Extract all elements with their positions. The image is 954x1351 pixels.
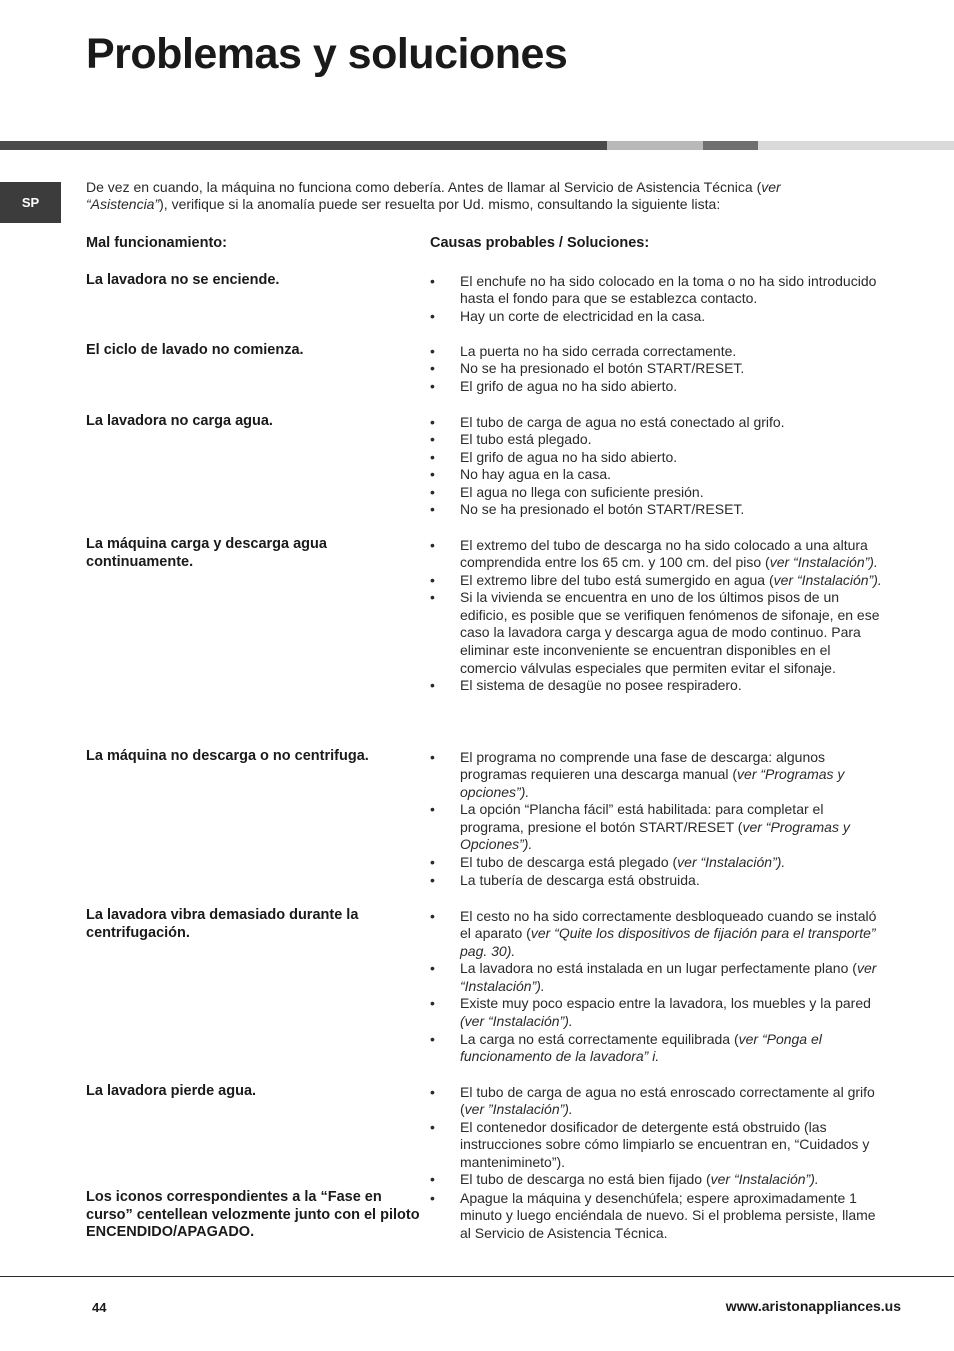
cause-text: El enchufe no ha sido colocado en la toma o no ha sido introducido hasta el fondo para que se establezca contacto. bbox=[460, 272, 877, 307]
cause-item bbox=[430, 1171, 890, 1189]
cause-item bbox=[430, 360, 890, 378]
problem-label: El ciclo de lavado no comienza. bbox=[86, 342, 304, 358]
causes-list bbox=[430, 908, 890, 1066]
cause-text: La lavadora no está instalada en un lugar perfectamente plano ( bbox=[460, 960, 857, 977]
intro-text-b: ), verifique si la anomalía puede ser resuelta por Ud. mismo, consultando la siguiente lista: bbox=[159, 196, 721, 212]
cause-item bbox=[430, 801, 890, 854]
causes-list bbox=[430, 343, 890, 396]
cause-text: Apague la máquina y desenchúfela; espere aproximadamente 1 minuto y luego enciéndala de nuevo. Si el problema persiste, llame al Servicio de Asistencia Técnica. bbox=[460, 1189, 876, 1241]
column-header-problem: Mal funcionamiento: bbox=[86, 235, 227, 251]
intro-paragraph bbox=[86, 179, 866, 213]
cause-reference: ver “Instalación”). bbox=[677, 854, 786, 871]
cause-reference: ver “Quite los dispositivos de fijación para el transporte” pag. 30). bbox=[460, 925, 876, 959]
header-bar-mid bbox=[703, 141, 758, 150]
problem-label: La lavadora no carga agua. bbox=[86, 413, 273, 429]
cause-text: No se ha presionado el botón START/RESET. bbox=[460, 501, 745, 518]
problem-label: Los iconos correspondientes a la “Fase en curso” centellean velozmente junto con el piloto ENCENDIDO/APAGADO. bbox=[86, 1189, 420, 1240]
header-bar-light bbox=[607, 141, 703, 150]
cause-item bbox=[430, 466, 890, 484]
cause-text: El programa no comprende una fase de descarga: algunos programas requieren una descarga manual ( bbox=[460, 748, 826, 783]
cause-text: El sistema de desagüe no posee respiradero. bbox=[460, 677, 742, 694]
causes-list bbox=[430, 1190, 890, 1243]
cause-text: El grifo de agua no ha sido abierto. bbox=[460, 377, 678, 394]
cause-item bbox=[430, 908, 890, 961]
cause-text: Existe muy poco espacio entre la lavadora, los muebles y la pared bbox=[460, 995, 871, 1012]
cause-reference: ver “Instalación”). bbox=[773, 571, 882, 588]
causes-list bbox=[430, 749, 890, 890]
cause-item bbox=[430, 677, 890, 695]
cause-item bbox=[430, 414, 890, 432]
cause-reference: ver “Instalación”). bbox=[460, 960, 877, 994]
cause-reference: ver “Programas y Opciones”). bbox=[460, 818, 850, 853]
cause-text: El agua no llega con suficiente presión. bbox=[460, 483, 704, 500]
cause-text: El tubo de descarga no está bien fijado ( bbox=[460, 1171, 711, 1188]
cause-item bbox=[430, 1119, 890, 1172]
cause-item bbox=[430, 431, 890, 449]
cause-text: El tubo está plegado. bbox=[460, 431, 592, 448]
cause-item bbox=[430, 449, 890, 467]
footer-divider bbox=[0, 1276, 954, 1277]
causes-list bbox=[430, 537, 890, 695]
intro-reference: ver “Asistencia” bbox=[86, 179, 781, 212]
cause-item bbox=[430, 501, 890, 519]
cause-text: La opción “Plancha fácil” está habilitada: para completar el programa, presione el botón START/RESET ( bbox=[460, 801, 824, 835]
cause-text: La puerta no ha sido cerrada correctamente. bbox=[460, 342, 737, 359]
cause-text: La carga no está correctamente equilibrada ( bbox=[460, 1030, 739, 1047]
problem-label: La lavadora no se enciende. bbox=[86, 272, 280, 288]
cause-item bbox=[430, 854, 890, 872]
cause-item bbox=[430, 1084, 890, 1119]
cause-text: Si la vivienda se encuentra en uno de los últimos pisos de un edificio, es posible que se verifiquen fenómenos de sifonaje, en ese caso la lavadora carga y descarga agua de modo continuo. Para eliminar este inconveniente se encuentran disponibles en el comercio válvulas especiales que permiten evitar el sifonaje. bbox=[460, 589, 880, 676]
cause-item bbox=[430, 960, 890, 995]
cause-item bbox=[430, 589, 890, 677]
causes-list bbox=[430, 273, 890, 326]
cause-text: El extremo libre del tubo está sumergido en agua ( bbox=[460, 571, 774, 588]
problem-label: La lavadora pierde agua. bbox=[86, 1083, 257, 1099]
cause-text: La tubería de descarga está obstruida. bbox=[460, 871, 700, 888]
header-bar-dark bbox=[0, 141, 607, 150]
cause-item bbox=[430, 308, 890, 326]
cause-item bbox=[430, 484, 890, 502]
cause-item bbox=[430, 749, 890, 802]
cause-item bbox=[430, 273, 890, 308]
cause-text: El tubo de descarga está plegado ( bbox=[460, 854, 678, 871]
cause-text: No se ha presionado el botón START/RESET. bbox=[460, 360, 745, 377]
cause-text: No hay agua en la casa. bbox=[460, 466, 611, 483]
website-url: www.aristonappliances.us bbox=[725, 1298, 901, 1314]
cause-item bbox=[430, 537, 890, 572]
intro-text-a: De vez en cuando, la máquina no funciona como debería. Antes de llamar al Servicio de Asistencia Técnica ( bbox=[86, 179, 762, 195]
page-number: 44 bbox=[92, 1300, 107, 1315]
language-tab: SP bbox=[0, 182, 61, 223]
cause-reference: ver “Instalación”). bbox=[769, 554, 878, 571]
cause-item bbox=[430, 995, 890, 1030]
cause-item bbox=[430, 872, 890, 890]
cause-text: El contenedor dosificador de detergente está obstruido (las instrucciones sobre cómo limpiarlo se encuentran en, “Cuidados y mantenimineto”). bbox=[460, 1118, 870, 1170]
problem-label: La máquina carga y descarga agua continuamente. bbox=[86, 536, 327, 570]
cause-reference: ver “Ponga el funcionamento de la lavadora” i. bbox=[460, 1030, 822, 1065]
cause-item bbox=[430, 343, 890, 361]
page-title: Problemas y soluciones bbox=[86, 30, 568, 78]
causes-list bbox=[430, 414, 890, 520]
cause-text: El cesto no ha sido correctamente desbloqueado cuando se instaló el aparato ( bbox=[460, 907, 877, 942]
cause-reference: ver “Instalación”). bbox=[710, 1171, 819, 1188]
column-header-causes: Causas probables / Soluciones: bbox=[430, 235, 650, 251]
cause-item bbox=[430, 1031, 890, 1066]
cause-text: El tubo de carga de agua no está enroscado correctamente al grifo ( bbox=[460, 1083, 875, 1118]
cause-text: El extremo del tubo de descarga no ha sido colocado a una altura comprendida entre los 65 cm. y 100 cm. del piso ( bbox=[460, 536, 868, 571]
cause-item bbox=[430, 378, 890, 396]
cause-item bbox=[430, 572, 890, 590]
cause-reference: ver “Programas y opciones”). bbox=[460, 766, 845, 800]
cause-reference: (ver “Instalación”). bbox=[460, 1013, 573, 1030]
cause-item bbox=[430, 1190, 890, 1243]
problem-label: La máquina no descarga o no centrifuga. bbox=[86, 748, 369, 764]
cause-text: El grifo de agua no ha sido abierto. bbox=[460, 448, 678, 465]
problem-label: La lavadora vibra demasiado durante la centrifugación. bbox=[86, 907, 359, 941]
header-bar-pale bbox=[758, 141, 954, 150]
cause-reference: ver ”Instalación”). bbox=[464, 1101, 573, 1118]
cause-text: Hay un corte de electricidad en la casa. bbox=[460, 307, 706, 324]
causes-list bbox=[430, 1084, 890, 1190]
cause-text: El tubo de carga de agua no está conectado al grifo. bbox=[460, 413, 785, 430]
